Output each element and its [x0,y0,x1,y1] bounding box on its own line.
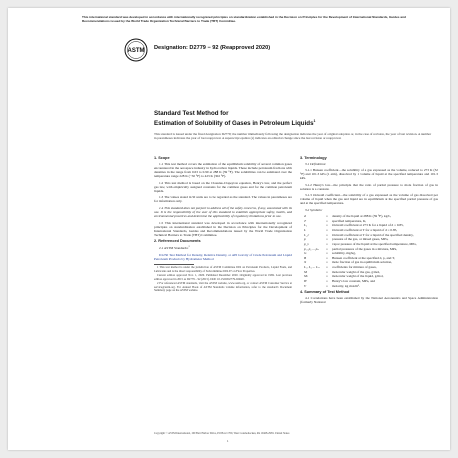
symbols-list [300,214,438,288]
definitions-label: 3.1 Definitions: [305,162,327,167]
symbol-row: G = solubility, mg/kg, [300,251,438,255]
scope-para: 1.5 This international standard was developed in accordance with internationally recognized principles on standardization established in the Decision on Principles for the Development of International Standards, Guides and Recommendations issued by the World Trade Organization Technical Barriers to Trade (TBT) Committee. [154,220,292,237]
symbols-label: 3.2 Symbols: [305,207,323,212]
symbol: d [304,214,306,219]
title-text: Estimation of Solubility of Gases in Petroleum Liquids [154,119,314,127]
symbol-description: density of the liquid at 288 K (59 °F), kg/L, [332,214,392,219]
svg-text:ASTM: ASTM [127,48,145,55]
symbol-row: X = mole fraction of gas in equilibrium solution, [300,260,438,264]
symbol: G [304,251,307,256]
symbol: H [304,278,307,283]
footnote: Current edition approved Nov. 1, 2020. Published December 2020. Originally approved in 1969. Last previous edition approved in 2015 as D2779 – 92 (2015). DOI: 10.1520/D2779-92R20. [154,273,292,281]
scope-para: 1.4 This standard does not purport to address all of the safety concerns, if any, associated with its use. It is the responsibility of the user of this standard to establish appropriate safety, health, and environmental practices and determine the applicability of regulatory limitations prior to use. [154,205,292,219]
symbol-row: V = molarity, kg mol/m³. [300,284,438,288]
astm-standards-text: 2.1 ASTM Standards: [159,246,189,251]
terminology-heading: 3. Terminology [300,156,327,160]
footnote: 2 For referenced ASTM standards, visit the ASTM website, www.astm.org, or contact ASTM Customer Service at service@astm.org. For Annual Book of ASTM Standards volume information, refer to the standard's Document Summary page on the ASTM website. [154,281,292,292]
summary-heading: 4. Summary of Test Method [300,289,350,294]
symbol-description: vapor pressure of the liquid at the specified temperature, MPa, [332,241,417,246]
symbol: p₁, p₂ ... pₙ [304,246,319,251]
right-column [300,154,438,306]
astm-standards-label [154,245,292,250]
symbol: L₁, L₂ ... Lₙ [304,265,320,270]
symbol: X [304,260,307,265]
copyright-notice: Copyright © ASTM International, 100 Barr Harbor Drive, PO Box C700, West Conshohocken, PA 19428-2959. United States [154,432,290,435]
scope-para: 1.1 This test method covers the estimation of the equilibrium solubility of several common gases encountered in the aerospace industry in hydrocarbon liquids. These include petroleum fractions with densities in the range from 0.63 to 0.90 at 288 K (59 °F). The solubilities can be estimated over the temperature range 228 K (−50 °F) to 423 K (302 °F). [154,162,292,179]
symbol-description: pressure of the gas, or mixed gases, MPa, [332,237,389,242]
symbol-row: Mₗ = molecular weight of the liquid, g/mol, [300,274,438,278]
international-standard-notice: This international standard was developed in accordance with internationally recognized principles on standardization established in the Decision on Principles for the Development of International Standards, Guides and Recommendations issued by the World Trade Organization Technical Barriers to Trade (TBT) Committee. [82,15,406,23]
definition: 3.1.3 Ostwald coefficient—the solubility of a gas expressed as the volume of gas dissolved per volume of liquid when the gas and liquid are in equilibrium at the specified partial pressure of gas and at the specified temperature. [300,193,438,206]
symbol: p_v [304,241,309,246]
symbol-row: T = specified temperature, K, [300,219,438,223]
symbol-row: L = Ostwald coefficient at T for a liquid of d = 0.85, [300,228,438,232]
reference-link-d1250[interactable]: D1250 Test Method for Density, Relative Density, or API Gravity of Crude Petroleum and Liquid Petroleum Products by Hydrometer Method [154,252,292,261]
symbol-description: coefficients for mixture of gases, [332,265,377,270]
symbol-description: partial pressures of the gases in a mixture, MPa, [332,246,398,251]
symbol-description: mole fraction of gas in equilibrium solution, [332,260,392,265]
symbol: p [304,237,306,242]
footnote-marker: 2 [188,245,190,249]
symbol: L [304,227,306,232]
designation: Designation: D2779 − 92 (Reapproved 2020) [154,45,271,51]
left-column [154,154,292,294]
symbol-description: solubility, mg/kg, [332,251,356,256]
standard-issuance-note: This standard is issued under the fixed designation D2779; the number immediately following the designation indicates the year of original adoption or, in the case of revision, the year of last revision. A number in parentheses indicates the year of last reapproval. A superscript epsilon (ε) indicates an editorial change since the last revision or reapproval. [154,132,432,140]
symbol-description: Bunsen coefficient at the specified d, p, and T, [332,255,395,260]
symbol-description: Ostwald coefficient at T for a liquid of the specified density, [332,232,414,237]
symbol-description: specified temperature, K, [332,218,367,223]
summary-para: 4.1 Correlations have been established by the National Aeronautics and Space Administration (formerly National [300,295,438,304]
footnote: 1 This test method is under the jurisdiction of ASTM Committee D02 on Petroleum Products, Liquid Fuels, and Lubricants and is the direct responsibility of Subcommittee D02.07 on Flow Properties. [154,265,292,273]
symbol: L₀ [304,223,308,228]
title-line-1: Standard Test Method for [154,110,229,117]
page-number: 1 [227,439,229,443]
symbol: Mₗ [304,274,308,279]
symbol-description: Henry's law constant, MPa, and [332,278,375,283]
definition: 3.1.2 Henry's law—the principle that the ratio of partial pressure to mole fraction of gas in solution is a constant. [300,182,438,191]
symbol-row: L₁, L₂ ... Lₙ = coefficients for mixture of gases, [300,265,438,269]
symbol-row: H = Henry's law constant, MPa, and [300,279,438,283]
scope-para: 1.2 This test method is based on the Clausius-Clapeyron equation, Henry's law, and the perfect gas law, with empirically assigned constants for the common gases and for the common petroleum liquids. [154,180,292,193]
document-title [154,110,434,127]
symbol-row: L₀ = Ostwald coefficient at 273 K for a liquid of d = 0.85, [300,223,438,227]
symbol: L_c [304,232,310,237]
symbol-description: molecular weight of the liquid, g/mol, [332,274,384,279]
symbol-row: p₁, p₂ ... pₙ = partial pressures of the gases in a mixture, MPa, [300,247,438,251]
symbol: T [304,218,306,223]
astm-logo-icon [124,38,148,62]
title-footnote-marker: 1 [313,118,316,123]
symbol-description: Ostwald coefficient at T for a liquid of d = 0.85, [332,227,398,232]
symbol-description: molecular weight of the gas, g/mol, [332,269,381,274]
symbol: B [304,255,307,260]
symbol-row: p_v = vapor pressure of the liquid at the specified temperature, MPa, [300,242,438,246]
symbol: M [304,269,307,274]
symbol-row: p = pressure of the gas, or mixed gases, MPa, [300,237,438,241]
definition: 3.1.1 Bunsen coefficient—the solubility of a gas expressed as the volume, reduced to 273 K (32 °F) and 101.3 kPa (1 atm), dissolved by 1 volume of liquid at the specified temperature and 101.3 kPa. [300,168,438,181]
symbol-description: molarity, kg mol/m³. [332,283,360,288]
scope-heading: 1. Scope [154,156,170,160]
title-line-2 [154,118,434,128]
symbol-row: M = molecular weight of the gas, g/mol, [300,270,438,274]
symbol-row: L_c = Ostwald coefficient at T for a liquid of the specified density, [300,233,438,237]
document-page [8,8,450,450]
symbol-row: B = Bunsen coefficient at the specified d, p, and T, [300,256,438,260]
scope-para: 1.3 The values stated in SI units are to be regarded as the standard. The values in parentheses are for information only. [154,195,292,204]
symbol-description: Ostwald coefficient at 273 K for a liquid of d = 0.85, [332,223,404,228]
symbol-row: d = density of the liquid at 288 K (59 °F), kg/L, [300,214,438,218]
symbol: V [304,283,307,288]
referenced-documents-heading: 2. Referenced Documents [154,239,201,244]
